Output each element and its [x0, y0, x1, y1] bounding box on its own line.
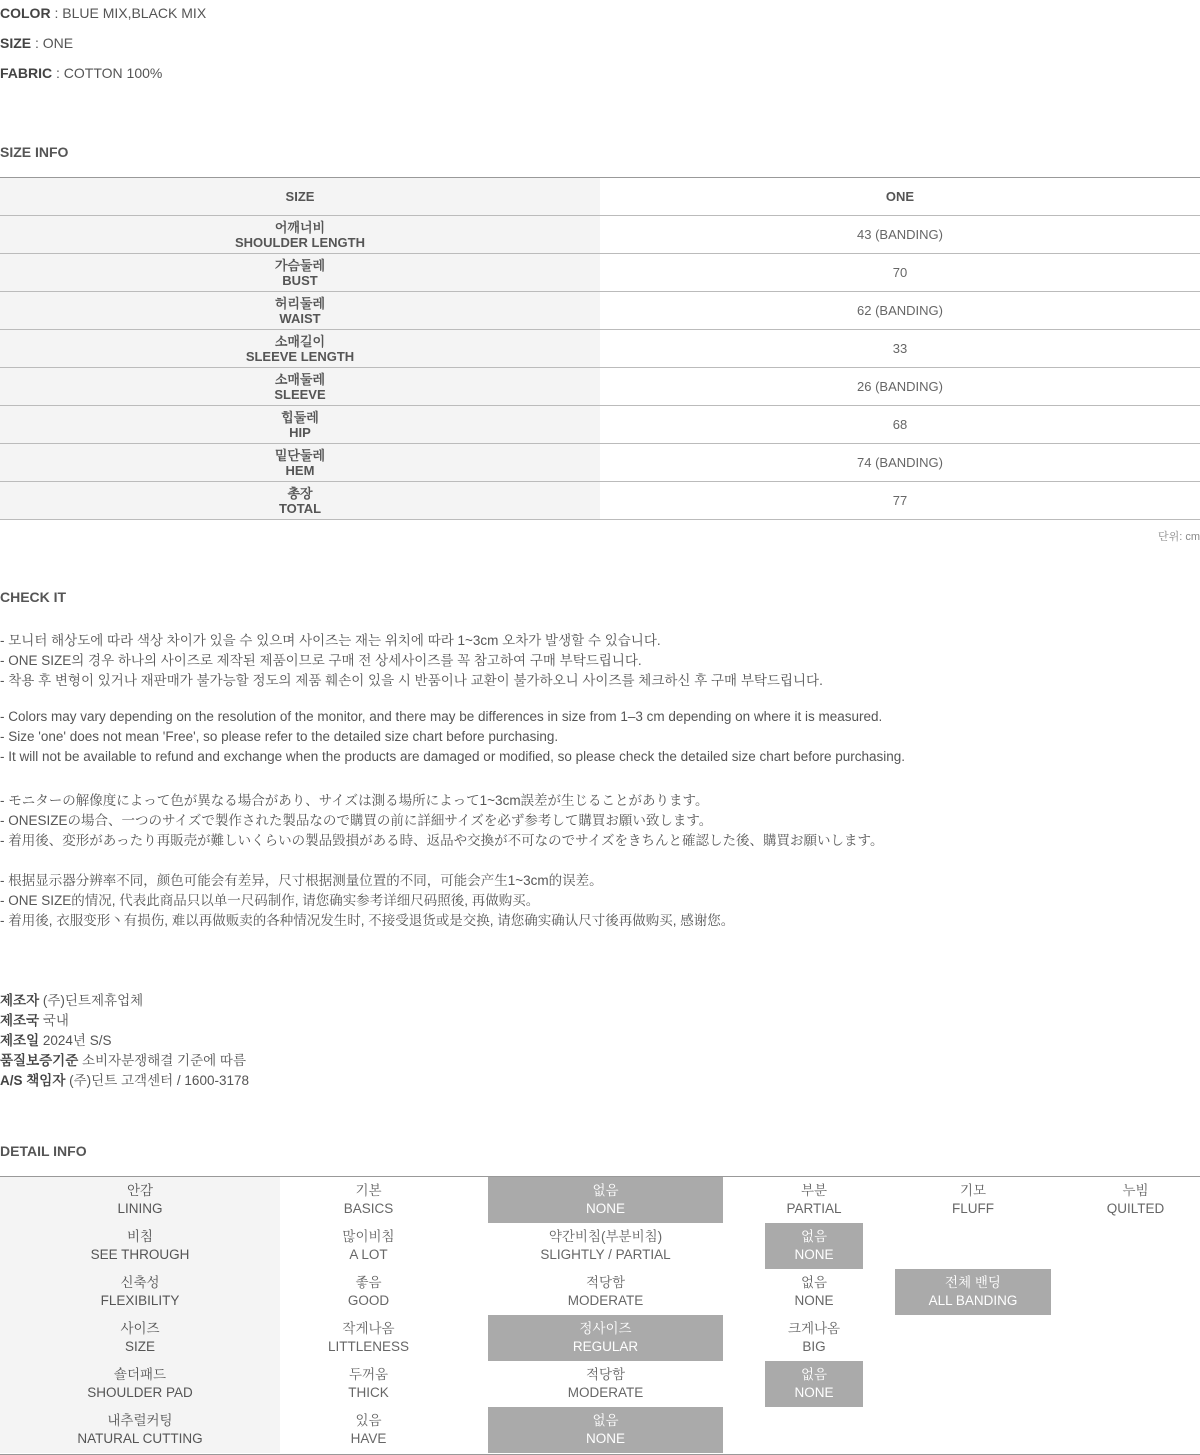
size-measure-label — [0, 292, 600, 329]
detail-option-ko: 없음 — [800, 1367, 828, 1382]
maker-value: 소비자분쟁해결 기준에 따름 — [78, 1053, 246, 1068]
spec-size — [0, 35, 73, 51]
check-it-line: - 根据显示器分辨率不同，颜色可能会有差异，尺寸根据测量位置的不同，可能会产生1~3cm的误差。 — [0, 873, 603, 888]
detail-option-en: THICK — [348, 1385, 389, 1400]
detail-option — [280, 1407, 457, 1453]
detail-option-en: A LOT — [349, 1247, 388, 1262]
detail-option-ko: 누빔 — [1122, 1183, 1149, 1198]
spec-fabric — [0, 65, 162, 81]
spec-fabric-value: : COTTON 100% — [52, 65, 163, 81]
detail-option-selected — [488, 1177, 723, 1223]
size-measure-ko: 가슴둘레 — [274, 257, 326, 273]
maker-line — [0, 1029, 111, 1049]
detail-option-selected — [488, 1315, 723, 1361]
size-header-value: ONE — [885, 189, 915, 204]
detail-option-ko: 부분 — [800, 1183, 828, 1198]
detail-option-selected — [895, 1269, 1051, 1315]
maker-value: (주)딘트 고객센터 / 1600-3178 — [65, 1073, 249, 1088]
detail-label-ko: 신축성 — [120, 1275, 160, 1290]
size-measure-ko: 소매길이 — [274, 333, 326, 349]
size-measure-en: BUST — [282, 272, 318, 288]
size-measure-label — [0, 254, 600, 291]
detail-label — [0, 1269, 280, 1315]
size-measure-value: 70 — [892, 265, 908, 280]
size-measure-en: SHOULDER LENGTH — [235, 234, 365, 250]
detail-option-ko: 전체 밴딩 — [945, 1275, 1001, 1290]
detail-option-en: SLIGHTLY / PARTIAL — [540, 1247, 671, 1262]
size-measure-en: HIP — [289, 424, 311, 440]
size-measure-ko: 허리둘레 — [274, 295, 326, 311]
detail-option — [1071, 1177, 1200, 1223]
detail-option-selected — [488, 1407, 723, 1453]
detail-option-selected — [765, 1361, 863, 1407]
detail-label-ko: 비침 — [126, 1229, 154, 1244]
size-measure-label — [0, 368, 600, 405]
detail-label-ko: 숄더패드 — [113, 1367, 167, 1382]
detail-option — [895, 1177, 1051, 1223]
detail-option-ko: 두꺼움 — [348, 1367, 389, 1382]
size-table-row — [0, 292, 1200, 330]
detail-option-en: MODERATE — [567, 1293, 644, 1308]
maker-key: 제조국 — [0, 1013, 40, 1028]
spec-color-key: COLOR — [0, 5, 51, 21]
size-table-row — [0, 254, 1200, 292]
detail-option-ko: 약간비침(부분비침) — [548, 1229, 663, 1244]
size-measure-label — [0, 482, 600, 519]
detail-option-en: HAVE — [350, 1431, 387, 1446]
detail-option-ko: 있음 — [355, 1413, 382, 1428]
size-measure-en: SLEEVE LENGTH — [245, 348, 355, 364]
detail-option — [280, 1361, 457, 1407]
maker-key: 제조일 — [0, 1033, 40, 1048]
size-measure-label — [0, 216, 600, 253]
size-measure-value: 74 (BANDING) — [857, 455, 943, 470]
maker-key: A/S 책임자 — [0, 1073, 66, 1088]
detail-row — [0, 1269, 1200, 1315]
detail-option — [488, 1361, 723, 1407]
size-measure-ko: 힙둘레 — [281, 409, 319, 425]
detail-option-ko: 없음 — [592, 1413, 619, 1428]
spec-fabric-key: FABRIC — [0, 65, 53, 81]
detail-row — [0, 1223, 1200, 1269]
detail-option — [280, 1315, 457, 1361]
detail-option — [488, 1223, 723, 1269]
detail-label-en: NATURAL CUTTING — [77, 1431, 203, 1446]
detail-option-en: ALL BANDING — [928, 1293, 1018, 1308]
size-measure-label — [0, 444, 600, 481]
check-it-line: - 모니터 해상도에 따라 색상 차이가 있을 수 있으며 사이즈는 재는 위치에 따라 1~3cm 오차가 발생할 수 있습니다. — [0, 633, 661, 648]
detail-label-en: SEE THROUGH — [90, 1247, 190, 1262]
detail-option-ko: 없음 — [800, 1275, 828, 1290]
detail-option-en: FLUFF — [952, 1201, 994, 1216]
detail-label — [0, 1223, 280, 1269]
detail-option — [765, 1315, 863, 1361]
maker-line — [0, 1009, 69, 1029]
check-it-title: CHECK IT — [0, 589, 67, 605]
size-table-header — [0, 178, 1200, 216]
size-measure-value: 62 (BANDING) — [857, 303, 943, 318]
size-measure-ko: 밑단둘레 — [274, 447, 326, 463]
size-measure-label — [0, 330, 600, 367]
detail-option-ko: 기본 — [355, 1183, 382, 1198]
detail-info-title: DETAIL INFO — [0, 1143, 87, 1159]
detail-option-ko: 좋음 — [355, 1275, 382, 1290]
detail-option-en: PARTIAL — [786, 1201, 842, 1216]
size-measure-en: HEM — [285, 462, 315, 478]
detail-option — [765, 1269, 863, 1315]
spec-size-value: : ONE — [31, 35, 74, 51]
check-it-line: - Size 'one' does not mean 'Free', so please refer to the detailed size chart before purchasing. — [0, 729, 559, 744]
detail-table — [0, 1176, 1200, 1455]
detail-label-en: SHOULDER PAD — [87, 1385, 193, 1400]
detail-option-en: BIG — [802, 1339, 826, 1354]
detail-label-ko: 내추럴커팅 — [107, 1413, 173, 1428]
detail-option-ko: 적당함 — [585, 1275, 626, 1290]
size-table-row — [0, 482, 1200, 520]
detail-label — [0, 1407, 280, 1453]
detail-option-ko: 많이비침 — [342, 1229, 395, 1244]
detail-option-en: NONE — [794, 1293, 834, 1308]
detail-option-ko: 기모 — [959, 1183, 987, 1198]
size-measure-ko: 총장 — [287, 485, 313, 501]
size-header-label: SIZE — [0, 178, 600, 215]
detail-option-ko: 작게나옴 — [342, 1321, 395, 1336]
size-measure-ko: 소매둘레 — [274, 371, 326, 387]
detail-option-en: NONE — [585, 1431, 625, 1446]
detail-option-ko: 없음 — [800, 1229, 828, 1244]
spec-size-key: SIZE — [0, 35, 32, 51]
detail-label-en: LINING — [117, 1201, 163, 1216]
check-it-line: - Colors may vary depending on the resolution of the monitor, and there may be differences in size from 1–3 cm depending on where it is measured. — [0, 709, 883, 724]
size-measure-value: 43 (BANDING) — [857, 227, 943, 242]
detail-option — [765, 1177, 863, 1223]
detail-option-en: GOOD — [347, 1293, 390, 1308]
detail-label — [0, 1315, 280, 1361]
maker-line — [0, 989, 143, 1009]
detail-option-en: NONE — [794, 1247, 834, 1262]
check-it-line: - ONE SIZE의 경우 하나의 사이즈로 제작된 제품이므로 구매 전 상세사이즈를 꼭 참고하여 구매 부탁드립니다. — [0, 653, 642, 668]
size-measure-en: SLEEVE — [274, 386, 326, 402]
check-it-line: - It will not be available to refund and exchange when the products are damaged or modified, so please check the detailed size chart before purchasing. — [0, 749, 906, 764]
detail-option — [280, 1223, 457, 1269]
maker-value: 국내 — [39, 1013, 69, 1028]
detail-label-en: SIZE — [124, 1339, 155, 1354]
detail-option — [488, 1269, 723, 1315]
maker-line — [0, 1069, 249, 1089]
detail-label — [0, 1177, 280, 1223]
maker-key: 품질보증기준 — [0, 1053, 79, 1068]
maker-value: 2024년 S/S — [39, 1033, 112, 1048]
check-it-line: - 着用後, 衣服变形丶有损伤, 难以再做贩卖的各种情况发生时, 不接受退货或是交换, 请您确实确认尺寸後再做购买, 感谢您。 — [0, 913, 735, 928]
size-measure-label — [0, 406, 600, 443]
check-it-line: - ONESIZEの場合、一つのサイズで製作された製品なので購買の前に詳細サイズを必ず参考して購買お願い致します。 — [0, 813, 713, 828]
size-unit: 단위: cm — [1157, 531, 1200, 543]
detail-row — [0, 1361, 1200, 1407]
detail-option-en: MODERATE — [567, 1385, 644, 1400]
spec-color — [0, 5, 206, 21]
detail-option-en: LITTLENESS — [327, 1339, 410, 1354]
detail-option-en: BASICS — [343, 1201, 394, 1216]
detail-option — [280, 1269, 457, 1315]
detail-option-ko: 없음 — [592, 1183, 619, 1198]
size-table-row — [0, 330, 1200, 368]
size-measure-value: 68 — [892, 417, 908, 432]
size-measure-value: 77 — [892, 493, 908, 508]
size-measure-en: WAIST — [279, 310, 321, 326]
detail-option-ko: 정사이즈 — [579, 1321, 632, 1336]
size-table-row — [0, 406, 1200, 444]
spec-color-value: : BLUE MIX,BLACK MIX — [50, 5, 207, 21]
detail-option-selected — [765, 1223, 863, 1269]
size-measure-ko: 어깨너비 — [274, 219, 326, 235]
maker-key: 제조자 — [0, 993, 40, 1008]
detail-row — [0, 1177, 1200, 1223]
check-it-line: - ONE SIZE的情况, 代表此商品只以单一尺码制作, 请您确实参考详细尺码照後, 再做购买。 — [0, 893, 540, 908]
size-info-title: SIZE INFO — [0, 144, 69, 160]
detail-label-ko: 사이즈 — [120, 1321, 160, 1336]
detail-option-en: QUILTED — [1106, 1201, 1165, 1216]
detail-option-en: NONE — [585, 1201, 625, 1216]
check-it-line: - 착용 후 변형이 있거나 재판매가 불가능할 정도의 제품 훼손이 있을 시 반품이나 교환이 불가하오니 사이즈를 체크하신 후 구매 부탁드립니다. — [0, 673, 823, 688]
detail-row — [0, 1315, 1200, 1361]
check-it-line: - 着用後、変形があったり再販売が難しいくらいの製品毀損がある時、返品や交換が不可なのでサイズをきちんと確認した後、購買お願いします。 — [0, 833, 884, 848]
detail-label-en: FLEXIBILITY — [100, 1293, 180, 1308]
detail-option-ko: 크게나옴 — [787, 1321, 841, 1336]
size-table-row — [0, 368, 1200, 406]
maker-line — [0, 1049, 246, 1069]
check-it-line: - モニターの解像度によって色が異なる場合があり、サイズは測る場所によって1~3cm誤差が生じることがあります。 — [0, 793, 709, 808]
size-measure-en: TOTAL — [278, 500, 322, 516]
detail-label-ko: 안감 — [126, 1183, 154, 1198]
detail-label — [0, 1361, 280, 1407]
size-table — [0, 177, 1200, 520]
detail-option-ko: 적당함 — [585, 1367, 626, 1382]
size-measure-value: 33 — [892, 341, 908, 356]
size-table-row — [0, 444, 1200, 482]
detail-option — [280, 1177, 457, 1223]
size-table-row — [0, 216, 1200, 254]
detail-option-en: REGULAR — [572, 1339, 639, 1354]
size-measure-value: 26 (BANDING) — [857, 379, 943, 394]
detail-row — [0, 1407, 1200, 1453]
maker-value: (주)딘트제휴업체 — [39, 993, 144, 1008]
detail-option-en: NONE — [794, 1385, 834, 1400]
